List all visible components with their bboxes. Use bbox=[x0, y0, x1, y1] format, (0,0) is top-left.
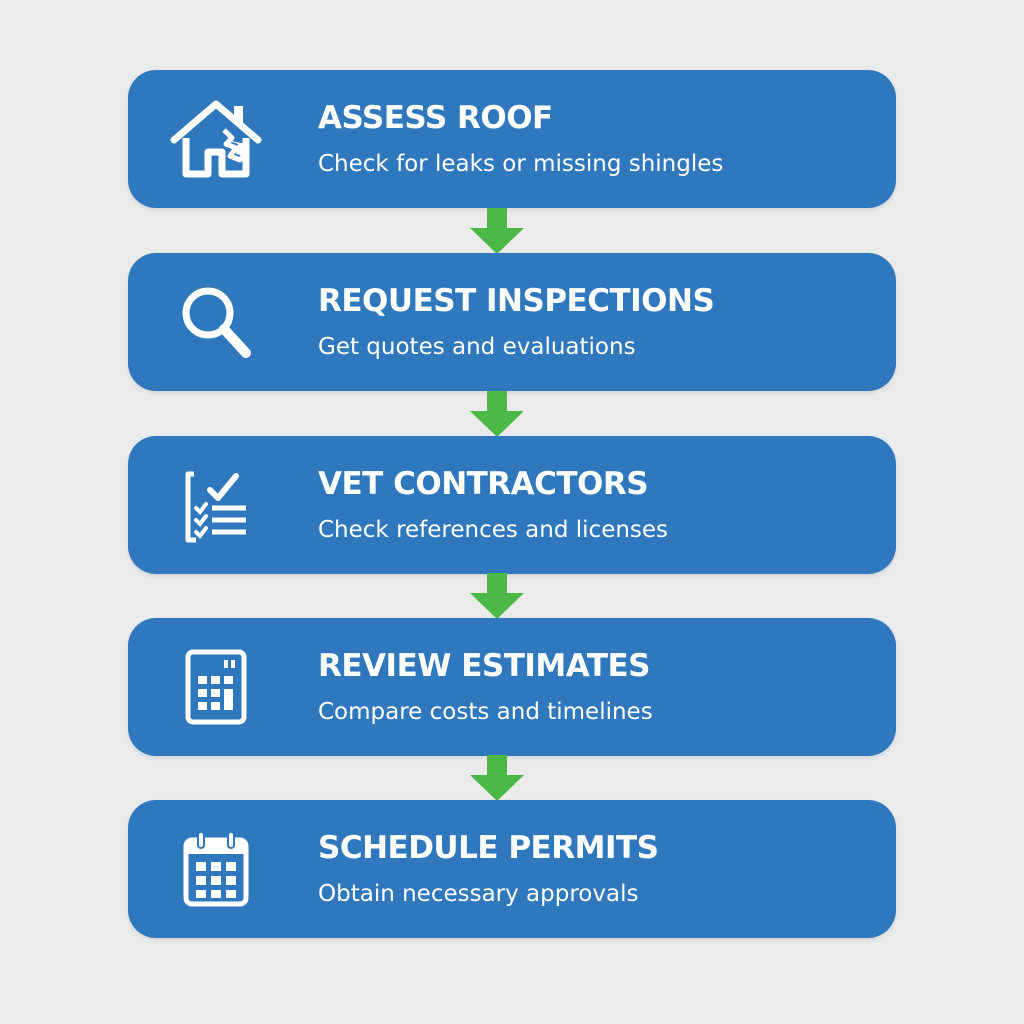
step-subtitle: Compare costs and timelines bbox=[318, 699, 653, 725]
arrow-down-icon bbox=[470, 573, 524, 619]
step-title: VET CONTRACTORS bbox=[318, 466, 649, 502]
step-vet-contractors bbox=[128, 436, 896, 574]
step-schedule-permits bbox=[128, 800, 896, 938]
step-subtitle: Check for leaks or missing shingles bbox=[318, 151, 724, 177]
magnifier-icon bbox=[166, 277, 266, 367]
calculator-icon bbox=[166, 642, 266, 732]
step-subtitle: Obtain necessary approvals bbox=[318, 881, 639, 907]
arrow-down-icon bbox=[470, 391, 524, 437]
checklist-icon bbox=[166, 460, 266, 550]
step-subtitle: Check references and licenses bbox=[318, 517, 669, 543]
calendar-icon bbox=[166, 824, 266, 914]
step-title: SCHEDULE PERMITS bbox=[318, 830, 659, 866]
arrow-down-icon bbox=[470, 755, 524, 801]
step-assess-roof bbox=[128, 70, 896, 208]
step-request-inspections bbox=[128, 253, 896, 391]
step-review-estimates bbox=[128, 618, 896, 756]
step-title: ASSESS ROOF bbox=[318, 100, 553, 136]
step-title: REVIEW ESTIMATES bbox=[318, 648, 651, 684]
arrow-down-icon bbox=[470, 208, 524, 254]
step-title: REQUEST INSPECTIONS bbox=[318, 283, 715, 319]
damaged-house-icon bbox=[166, 94, 266, 184]
step-subtitle: Get quotes and evaluations bbox=[318, 334, 636, 360]
